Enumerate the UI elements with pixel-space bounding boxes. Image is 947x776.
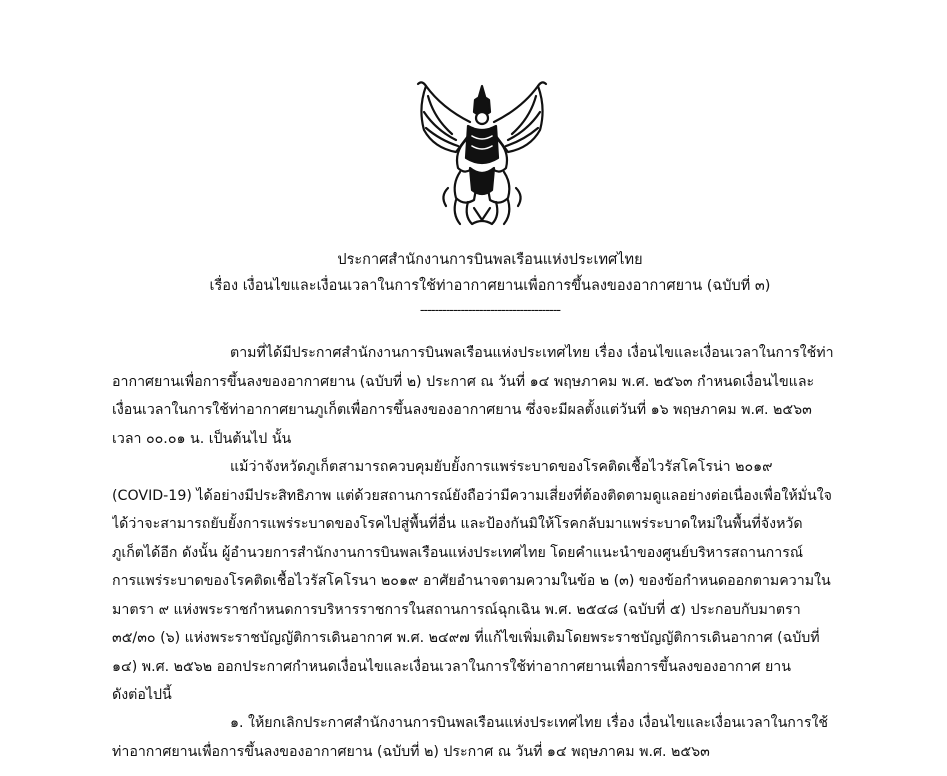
paragraph-line: เงื่อนเวลาในการใช้ท่าอากาศยานภูเก็ตเพื่อการขึ้นลงของอากาศยาน ซึ่งจะมีผลตั้งแต่วันที่ ๑๖ พฤษภาคม พ.ศ. ๒๕๖๓ <box>112 402 812 418</box>
document-heading-subject: เรื่อง เงื่อนไขและเงื่อนเวลาในการใช้ท่าอากาศยานเพื่อการขึ้นลงของอากาศยาน (ฉบับที่ ๓) <box>209 278 771 294</box>
paragraph-line: (COVID-19) ได้อย่างมีประสิทธิภาพ แต่ด้วยสถานการณ์ยังถือว่ามีความเสี่ยงที่ต้องติดตามดูแลอย่างต่อเนื่องเพื่อให้มั่นใจ <box>112 487 832 504</box>
document-heading-agency: ประกาศสำนักงานการบินพลเรือนแห่งประเทศไทย <box>337 252 643 268</box>
paragraph-line: แม้ว่าจังหวัดภูเก็ตสามารถควบคุมยับยั้งการแพร่ระบาดของโรคติดเชื้อไวรัสโคโรน่า ๒๐๑๙ <box>230 459 773 475</box>
paragraph-line: ดังต่อไปนี้ <box>112 687 172 703</box>
paragraph-authority <box>112 453 872 710</box>
garuda-emblem-icon <box>412 78 552 228</box>
paragraph-line: ๑. ให้ยกเลิกประกาศสำนักงานการบินพลเรือนแห่งประเทศไทย เรื่อง เงื่อนไขและเงื่อนเวลาในการใช้ <box>230 715 829 731</box>
heading-divider: -------------------------------------- <box>419 303 561 318</box>
paragraph-line: ตามที่ได้มีประกาศสำนักงานการบินพลเรือนแห่งประเทศไทย เรื่อง เงื่อนไขและเงื่อนเวลาในการใช้ท่า <box>230 345 834 361</box>
paragraph-line: ได้ว่าจะสามารถยับยั้งการแพร่ระบาดของโรคไปสู่พื้นที่อื่น และป้องกันมิให้โรคกลับมาแพร่ระบาดใหม่ในพื้นที่จังหวัด <box>112 516 803 532</box>
paragraph-line: มาตรา ๙ แห่งพระราชกำหนดการบริหารราชการในสถานการณ์ฉุกเฉิน พ.ศ. ๒๕๔๘ (ฉบับที่ ๕) ประกอบกับมาตรา <box>112 601 801 618</box>
paragraph-line: การแพร่ระบาดของโรคติดเชื้อไวรัสโคโรนา ๒๐๑๙ อาศัยอำนาจตามความในข้อ ๒ (๓) ของข้อกำหนดออกตามความใน <box>112 573 831 589</box>
paragraph-clause-1 <box>112 709 872 766</box>
paragraph-line: ภูเก็ตได้อีก ดังนั้น ผู้อำนวยการสำนักงานการบินพลเรือนแห่งประเทศไทย โดยคำแนะนำของศูนย์บริหารสถานการณ์ <box>112 544 804 561</box>
paragraph-line: เวลา ๐๐.๐๑ น. เป็นต้นไป นั้น <box>112 430 292 447</box>
paragraph-line: อากาศยานเพื่อการขึ้นลงของอากาศยาน (ฉบับที่ ๒) ประกาศ ณ วันที่ ๑๔ พฤษภาคม พ.ศ. ๒๕๖๓ กำหนดเงื่อนไขและ <box>112 373 815 390</box>
paragraph-line: ๑๔) พ.ศ. ๒๕๖๒ ออกประกาศกำหนดเงื่อนไขและเงื่อนเวลาในการใช้ท่าอากาศยานเพื่อการขึ้นลงของอากาศ ยาน <box>112 658 791 675</box>
paragraph-background <box>112 339 872 453</box>
paragraph-line: ๓๕/๓๐ (๖) แห่งพระราชบัญญัติการเดินอากาศ พ.ศ. ๒๔๙๗ ที่แก้ไขเพิ่มเติมโดยพระราชบัญญัติการเดินอากาศ (ฉบับที่ <box>112 630 820 646</box>
paragraph-line: ท่าอากาศยานเพื่อการขึ้นลงของอากาศยาน (ฉบับที่ ๒) ประกาศ ณ วันที่ ๑๔ พฤษภาคม พ.ศ. ๒๕๖๓ <box>112 743 710 760</box>
